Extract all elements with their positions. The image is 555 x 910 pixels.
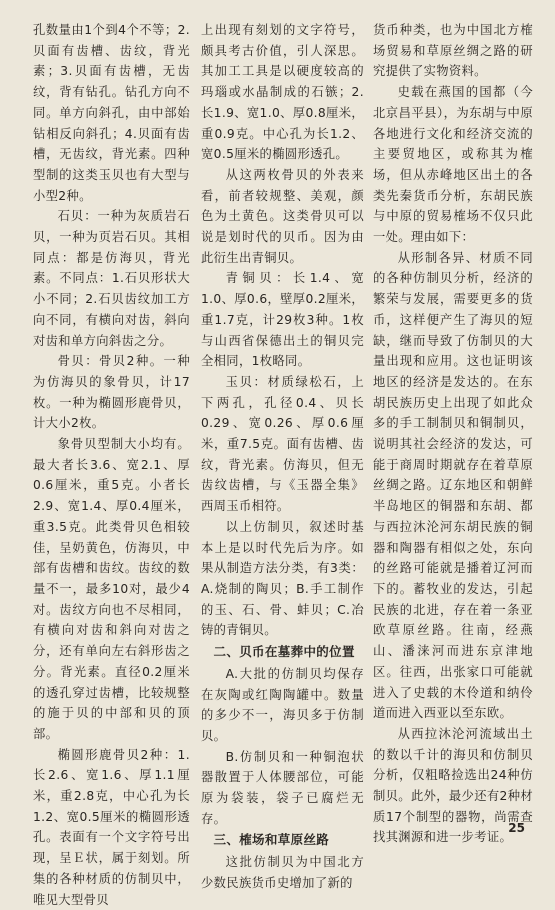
paragraph: 以上仿制贝，叙述时基本上是以时代先后为序。如果从制造方法分类，有3类：A.烧制的陶贝；B.手工制作的玉、石、骨、蚌贝；C.冶铸的青铜贝。 bbox=[201, 519, 364, 638]
paragraph: B.仿制贝和一种铜泡状器散置于人体腰部位，可能原为袋装，袋子已腐烂无存。 bbox=[201, 749, 364, 826]
text-column-left bbox=[33, 20, 190, 907]
paragraph: 货币种类，也为中国北方榷场贸易和草原丝绸之路的研究提供了实物资料。 bbox=[373, 23, 533, 79]
paragraph: 从形制各异、材质不同的各种仿制贝分析，经济的繁荣与发展，需要更多的货币，这样便产生了海贝的短缺，继而导致了仿制贝的大量出现和应用。这也证明该地区的经济是发达的。在东胡民族历史上出现了如此众多的手工制制贝和铜制贝，说明其社会经济的发达，可能于商周时期就存在着草原丝绸之路。辽东地区和朝鲜半岛地区的铜器和东胡、都与西拉沐沦河东胡民族的铜器和陶器有相似之处，东向的丝路可能就是播着辽河而下的。蓄牧业的发达，引起民族的北进，存在着一条亚欧草原丝路。往南，经燕山、潘涞河而进东京津地区。往西，出张家口可能就进入了史载的木伶道和纳伶道而进入西亚以至东欧。 bbox=[373, 250, 533, 721]
paragraph: 石贝：一种为灰质岩石贝，一种为页岩石贝。其相同点：都是仿海贝，背光素。不同点：1.石贝形状大小不同；2.石贝齿纹加工方向不同，有横向对齿，斜向对齿和单方向斜齿之分。 bbox=[33, 209, 190, 348]
paragraph: 孔数量由1个到4个不等；2.贝面有齿槽、齿纹，背光素；3.贝面有齿槽，无齿纹，背有钻孔。钻孔方向不同。单方向斜孔，由中部始钻相反向斜孔；4.贝面有齿槽，无齿纹，背光素。四种型制的这类玉贝也有大型与小型2种。 bbox=[33, 23, 190, 203]
section-heading: 三、榷场和草原丝路 bbox=[213, 832, 330, 848]
paragraph: 青铜贝：长1.4、宽1.0、厚0.6，壁厚0.2厘米，重1.7克，计29枚3种。1枚与山西省保德出土的铜贝完全相同，1枚略同。 bbox=[201, 271, 364, 369]
text-column-middle bbox=[201, 20, 364, 890]
paragraph: 上出现有刻划的文字符号，颇具考古价值，引人深思。其加工工具是以硬度较高的玛瑙或水晶制成的石镞；2.长1.9、宽1.0、厚0.8厘米，重0.9克。中心孔为长1.2、宽0.5厘米的椭圆形透孔。 bbox=[201, 23, 364, 162]
paragraph: 椭圆形鹿骨贝2种：1.长2.6、宽1.6、厚1.1厘米，重2.8克，中心孔为长1.2、宽0.5厘米的椭圆形透孔。表面有一个文字符号出现，呈Ｅ状，属于刻划。所集的各种材质的仿制贝中，唯见大型骨贝 bbox=[33, 747, 190, 907]
paragraph: 从这两枚骨贝的外表来看，前者较规整、美观，颜色为土黄色。这类骨贝可以说是划时代的贝币。因为由此衍生出青铜贝。 bbox=[201, 167, 364, 265]
section-heading: 二、贝币在墓葬中的位置 bbox=[213, 644, 355, 660]
paragraph: 骨贝：骨贝2种。一种为仿海贝的象骨贝，计17枚。一种为椭圆形鹿骨贝，计大小2枚。 bbox=[33, 354, 190, 431]
paragraph: A.大批的仿制贝均保存在灰陶或红陶陶罐中。数量的多少不一，海贝多于仿制贝。 bbox=[201, 666, 364, 743]
paragraph: 象骨贝型制大小均有。最大者长3.6、宽2.1、厚0.6厘米，重5克。小者长2.9、宽1.4、厚0.4厘米，重3.5克。此类骨贝色相较佳，呈奶黄色，仿海贝，中部有齿槽和齿纹。齿纹的数量不一，最多10对，最少4对。齿纹方向也不尽相同，有横向对齿和斜向对齿之分，还有单向左右斜形齿之分。背光素。直径0.2厘米的透孔穿过齿槽，比较规整的施于贝的中部和贝的顶部。 bbox=[33, 437, 190, 741]
paragraph: 这批仿制贝为中国北方少数民族货币史增加了新的 bbox=[201, 855, 364, 890]
paragraph: 史载在燕国的国都（今北京昌平县），为东胡与中原各地进行文化和经济交流的主要贸地区，或称其为榷场，但从赤峰地区出土的各类先秦货币分析，东胡民族与中原的贸易榷场不仅只此一处。理由如下： bbox=[373, 85, 533, 245]
paragraph: 从西拉沐沦河流域出土的数以千计的海贝和仿制贝分析，仅粗略捡选出24种仿制贝。此外，最少还有2种材质17个制型的器物，尚需查找其渊源和进一步考证。 bbox=[373, 726, 533, 845]
page-number: 25 bbox=[508, 821, 525, 835]
paragraph: 玉贝：材质绿松石，上下两孔，孔径0.4、贝长0.29、宽0.26、厚0.6厘米，重7.5克。面有齿槽、齿纹，背光素。仿海贝，但无齿纹齿槽，与《玉器全集》西周玉币相符。 bbox=[201, 374, 364, 514]
